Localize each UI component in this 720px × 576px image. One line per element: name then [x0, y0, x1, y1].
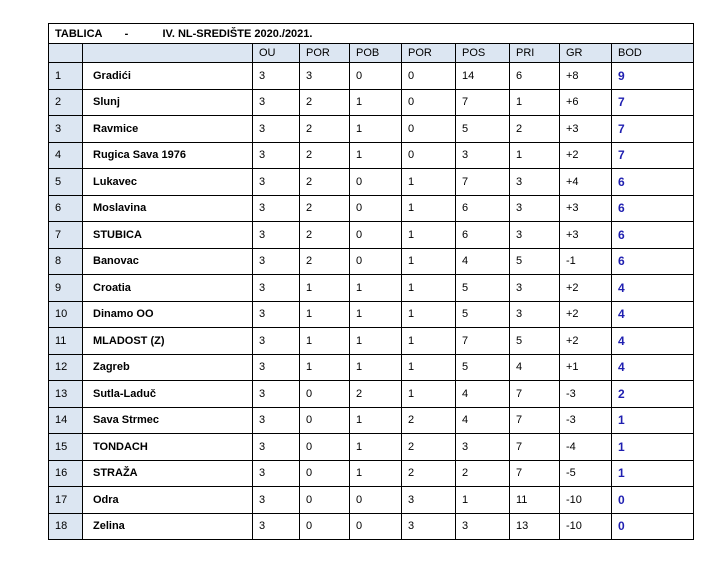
column-header: GR — [560, 44, 612, 63]
stat-cell: 1 — [402, 195, 456, 222]
stat-cell: 0 — [300, 460, 350, 487]
stat-cell: 7 — [456, 328, 510, 355]
stat-cell: 0 — [402, 89, 456, 116]
column-header — [83, 44, 253, 63]
table-row — [49, 63, 694, 90]
stat-cell: 3 — [253, 487, 300, 514]
stat-cell: -1 — [560, 248, 612, 275]
stat-cell: 1 — [402, 301, 456, 328]
stat-cell: 7 — [456, 169, 510, 196]
title-label: TABLICA — [55, 27, 103, 40]
stat-cell: 5 — [510, 328, 560, 355]
stat-cell: 2 — [510, 116, 560, 143]
stat-cell: -3 — [560, 407, 612, 434]
table-row — [49, 116, 694, 143]
stat-cell: 3 — [253, 354, 300, 381]
points-cell: 6 — [612, 248, 694, 275]
stat-cell: +2 — [560, 275, 612, 302]
table-row — [49, 89, 694, 116]
stat-cell: 3 — [253, 275, 300, 302]
points-cell: 4 — [612, 354, 694, 381]
stat-cell: 1 — [510, 89, 560, 116]
points-cell: 0 — [612, 513, 694, 540]
club-name-cell: Sava Strmec — [83, 407, 253, 434]
position-cell: 14 — [49, 407, 83, 434]
position-cell: 11 — [49, 328, 83, 355]
club-name-cell: Lukavec — [83, 169, 253, 196]
stat-cell: 2 — [350, 381, 402, 408]
stat-cell: 11 — [510, 487, 560, 514]
points-cell: 1 — [612, 460, 694, 487]
stat-cell: 3 — [510, 275, 560, 302]
stat-cell: 0 — [350, 222, 402, 249]
stat-cell: 4 — [456, 248, 510, 275]
position-cell: 9 — [49, 275, 83, 302]
position-cell: 18 — [49, 513, 83, 540]
stat-cell: 2 — [402, 434, 456, 461]
stat-cell: 13 — [510, 513, 560, 540]
stat-cell: 2 — [300, 89, 350, 116]
points-cell: 1 — [612, 407, 694, 434]
points-cell: 4 — [612, 275, 694, 302]
club-name-cell: Gradići — [83, 63, 253, 90]
column-header: POR — [402, 44, 456, 63]
column-header — [49, 44, 83, 63]
stat-cell: 6 — [456, 222, 510, 249]
stat-cell: 1 — [300, 275, 350, 302]
points-cell: 6 — [612, 222, 694, 249]
stat-cell: 5 — [456, 354, 510, 381]
stat-cell: 3 — [253, 142, 300, 169]
club-name-cell: Banovac — [83, 248, 253, 275]
points-cell: 6 — [612, 169, 694, 196]
position-cell: 17 — [49, 487, 83, 514]
stat-cell: 2 — [300, 142, 350, 169]
stat-cell: 3 — [253, 513, 300, 540]
stat-cell: 3 — [510, 301, 560, 328]
title-separator: - — [124, 27, 129, 40]
stat-cell: 0 — [350, 63, 402, 90]
stat-cell: 0 — [300, 434, 350, 461]
stat-cell: 1 — [402, 275, 456, 302]
points-cell: 4 — [612, 328, 694, 355]
stat-cell: 7 — [510, 460, 560, 487]
stat-cell: 1 — [402, 381, 456, 408]
stat-cell: -10 — [560, 487, 612, 514]
points-cell: 7 — [612, 89, 694, 116]
stat-cell: 3 — [510, 195, 560, 222]
stat-cell: 3 — [253, 89, 300, 116]
stat-cell: 1 — [510, 142, 560, 169]
stat-cell: +8 — [560, 63, 612, 90]
stat-cell: +4 — [560, 169, 612, 196]
standings-rows — [49, 63, 694, 540]
stat-cell: 6 — [510, 63, 560, 90]
club-name-cell: Rugica Sava 1976 — [83, 142, 253, 169]
column-header: OU — [253, 44, 300, 63]
table-row — [49, 275, 694, 302]
table-row — [49, 460, 694, 487]
table-row — [49, 195, 694, 222]
points-cell: 6 — [612, 195, 694, 222]
stat-cell: 3 — [402, 487, 456, 514]
stat-cell: 0 — [350, 195, 402, 222]
stat-cell: 1 — [350, 116, 402, 143]
stat-cell: 2 — [300, 169, 350, 196]
column-header: POR — [300, 44, 350, 63]
stat-cell: 4 — [510, 354, 560, 381]
table-title-row — [49, 24, 694, 44]
stat-cell: 2 — [300, 248, 350, 275]
points-cell: 7 — [612, 116, 694, 143]
stat-cell: 0 — [300, 381, 350, 408]
stat-cell: 1 — [402, 222, 456, 249]
stat-cell: -10 — [560, 513, 612, 540]
club-name-cell: Croatia — [83, 275, 253, 302]
position-cell: 2 — [49, 89, 83, 116]
stat-cell: 1 — [402, 328, 456, 355]
stat-cell: 3 — [300, 63, 350, 90]
position-cell: 13 — [49, 381, 83, 408]
stat-cell: -5 — [560, 460, 612, 487]
stat-cell: 7 — [510, 407, 560, 434]
table-row — [49, 487, 694, 514]
competition-name: IV. NL-SREDIŠTE 2020./2021. — [162, 27, 313, 40]
stat-cell: 2 — [300, 222, 350, 249]
stat-cell: +2 — [560, 301, 612, 328]
column-header-row — [49, 44, 694, 63]
club-name-cell: STUBICA — [83, 222, 253, 249]
stat-cell: 4 — [456, 407, 510, 434]
stat-cell: 1 — [402, 169, 456, 196]
points-cell: 4 — [612, 301, 694, 328]
stat-cell: 1 — [300, 354, 350, 381]
column-header: PRI — [510, 44, 560, 63]
club-name-cell: TONDACH — [83, 434, 253, 461]
table-row — [49, 354, 694, 381]
points-cell: 0 — [612, 487, 694, 514]
position-cell: 15 — [49, 434, 83, 461]
stat-cell: +3 — [560, 222, 612, 249]
stat-cell: 3 — [253, 381, 300, 408]
stat-cell: 0 — [350, 487, 402, 514]
stat-cell: 1 — [350, 275, 402, 302]
stat-cell: 3 — [456, 434, 510, 461]
club-name-cell: Ravmice — [83, 116, 253, 143]
table-row — [49, 513, 694, 540]
table-row — [49, 222, 694, 249]
club-name-cell: Odra — [83, 487, 253, 514]
stat-cell: 3 — [456, 513, 510, 540]
club-name-cell: Sutla-Laduč — [83, 381, 253, 408]
stat-cell: 2 — [456, 460, 510, 487]
stat-cell: +1 — [560, 354, 612, 381]
stat-cell: 2 — [300, 195, 350, 222]
stat-cell: 0 — [402, 63, 456, 90]
column-header: POB — [350, 44, 402, 63]
stat-cell: 1 — [350, 301, 402, 328]
stat-cell: +3 — [560, 195, 612, 222]
stat-cell: 2 — [402, 460, 456, 487]
table-row — [49, 301, 694, 328]
stat-cell: 2 — [300, 116, 350, 143]
stat-cell: 5 — [456, 301, 510, 328]
club-name-cell: Zelina — [83, 513, 253, 540]
stat-cell: 1 — [350, 89, 402, 116]
stat-cell: 3 — [253, 63, 300, 90]
stat-cell: +2 — [560, 142, 612, 169]
stat-cell: 3 — [253, 407, 300, 434]
position-cell: 4 — [49, 142, 83, 169]
points-cell: 9 — [612, 63, 694, 90]
table-row — [49, 328, 694, 355]
stat-cell: 7 — [510, 381, 560, 408]
stat-cell: 5 — [456, 116, 510, 143]
position-cell: 7 — [49, 222, 83, 249]
table-row — [49, 248, 694, 275]
club-name-cell: Moslavina — [83, 195, 253, 222]
stat-cell: 1 — [456, 487, 510, 514]
stat-cell: -4 — [560, 434, 612, 461]
stat-cell: 0 — [300, 407, 350, 434]
stat-cell: 3 — [253, 434, 300, 461]
standings-table — [48, 23, 694, 540]
points-cell: 1 — [612, 434, 694, 461]
stat-cell: 3 — [510, 169, 560, 196]
position-cell: 6 — [49, 195, 83, 222]
position-cell: 12 — [49, 354, 83, 381]
stat-cell: 3 — [456, 142, 510, 169]
club-name-cell: STRAŽA — [83, 460, 253, 487]
position-cell: 1 — [49, 63, 83, 90]
points-cell: 7 — [612, 142, 694, 169]
table-row — [49, 142, 694, 169]
stat-cell: 1 — [350, 407, 402, 434]
column-header: BOD — [612, 44, 694, 63]
stat-cell: 2 — [402, 407, 456, 434]
stat-cell: 1 — [300, 301, 350, 328]
stat-cell: 3 — [510, 222, 560, 249]
stat-cell: 3 — [253, 222, 300, 249]
position-cell: 5 — [49, 169, 83, 196]
stat-cell: 14 — [456, 63, 510, 90]
table-row — [49, 169, 694, 196]
stat-cell: 3 — [253, 328, 300, 355]
stat-cell: 1 — [350, 142, 402, 169]
stat-cell: 5 — [510, 248, 560, 275]
stat-cell: +6 — [560, 89, 612, 116]
club-name-cell: Dinamo OO — [83, 301, 253, 328]
table-title — [49, 24, 694, 44]
stat-cell: 0 — [300, 513, 350, 540]
stat-cell: -3 — [560, 381, 612, 408]
table-row — [49, 434, 694, 461]
position-cell: 3 — [49, 116, 83, 143]
points-cell: 2 — [612, 381, 694, 408]
stat-cell: +2 — [560, 328, 612, 355]
stat-cell: 3 — [253, 460, 300, 487]
stat-cell: 3 — [402, 513, 456, 540]
stat-cell: +3 — [560, 116, 612, 143]
stat-cell: 3 — [253, 195, 300, 222]
stat-cell: 0 — [350, 248, 402, 275]
position-cell: 10 — [49, 301, 83, 328]
stat-cell: 0 — [300, 487, 350, 514]
table-row — [49, 407, 694, 434]
club-name-cell: MLADOST (Z) — [83, 328, 253, 355]
position-cell: 16 — [49, 460, 83, 487]
stat-cell: 1 — [402, 354, 456, 381]
club-name-cell: Slunj — [83, 89, 253, 116]
stat-cell: 1 — [350, 434, 402, 461]
club-name-cell: Zagreb — [83, 354, 253, 381]
stat-cell: 5 — [456, 275, 510, 302]
stat-cell: 3 — [253, 169, 300, 196]
stat-cell: 1 — [402, 248, 456, 275]
position-cell: 8 — [49, 248, 83, 275]
stat-cell: 1 — [300, 328, 350, 355]
stat-cell: 1 — [350, 460, 402, 487]
stat-cell: 3 — [253, 301, 300, 328]
stat-cell: 3 — [253, 116, 300, 143]
stat-cell: 0 — [350, 169, 402, 196]
stat-cell: 3 — [253, 248, 300, 275]
stat-cell: 0 — [350, 513, 402, 540]
stat-cell: 4 — [456, 381, 510, 408]
stat-cell: 1 — [350, 328, 402, 355]
stat-cell: 6 — [456, 195, 510, 222]
stat-cell: 0 — [402, 116, 456, 143]
stat-cell: 0 — [402, 142, 456, 169]
stat-cell: 1 — [350, 354, 402, 381]
column-header: POS — [456, 44, 510, 63]
stat-cell: 7 — [510, 434, 560, 461]
table-row — [49, 381, 694, 408]
stat-cell: 7 — [456, 89, 510, 116]
